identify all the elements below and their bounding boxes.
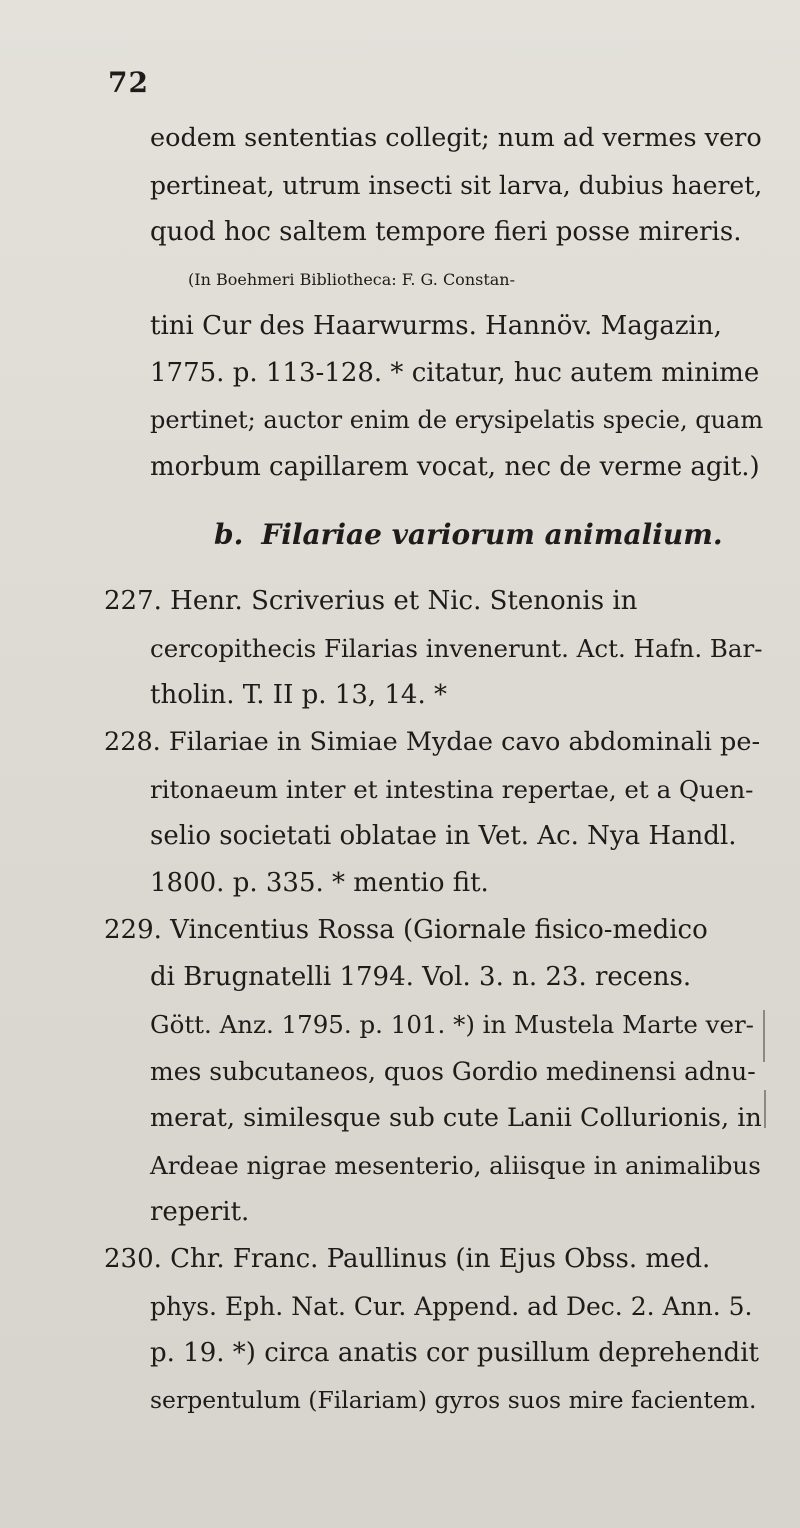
text-line: ritonaeum inter et intestina repertae, et a Quen-	[150, 775, 754, 804]
entry-227	[104, 578, 763, 719]
text-line: reperit.	[150, 1197, 250, 1227]
text-line: merat, similesque sub cute Lanii Collurionis, in	[150, 1103, 762, 1133]
section-heading	[150, 511, 762, 558]
text-line: di Brugnatelli 1794. Vol. 3. n. 23. recens.	[150, 962, 692, 992]
text-line: mes subcutaneos, quos Gordio medinensi adnu-	[150, 1057, 756, 1086]
entry-228	[104, 719, 762, 907]
text-line: serpentulum (Filariam) gyros suos mire facientem.	[150, 1386, 757, 1414]
text-line: cercopithecis Filarias invenerunt. Act. Hafn. Bar-	[150, 634, 763, 663]
section-title: Filariae variorum animalium.	[261, 518, 723, 551]
text-line: pertineat, utrum insecti sit larva, dubius haeret,	[150, 171, 763, 200]
text-line: tholin. T. II p. 13, 14. *	[150, 680, 448, 710]
text-line: eodem sententias collegit; num ad vermes vero	[150, 123, 762, 153]
text-line: phys. Eph. Nat. Cur. Append. ad Dec. 2. Ann. 5.	[150, 1292, 753, 1321]
text-line: selio societati oblatae in Vet. Ac. Nya Handl.	[150, 821, 737, 851]
text-line: p. 19. *) circa anatis cor pusillum deprehendit	[150, 1338, 759, 1368]
text-line: 1775. p. 113-128. * citatur, huc autem minime	[150, 358, 760, 388]
text-line: Gött. Anz. 1795. p. 101. *) in Mustela Marte ver-	[150, 1010, 754, 1039]
margin-mark	[764, 1090, 766, 1128]
section-label: b.	[214, 518, 244, 551]
page-text	[104, 115, 764, 1424]
entry-first-line: 227. Henr. Scriverius et Nic. Stenonis in	[104, 586, 638, 616]
text-line: morbum capillarem vocat, nec de verme agit.)	[150, 452, 760, 482]
text-line: (In Boehmeri Bibliotheca: F. G. Constan-	[188, 270, 516, 289]
entry-230	[104, 1236, 762, 1424]
margin-mark	[763, 1010, 765, 1062]
entry-first-line: 229. Vincentius Rossa (Giornale fisico-medico	[104, 915, 708, 945]
entry-229	[104, 907, 762, 1236]
text-line: Ardeae nigrae mesenterio, aliisque in animalibus	[150, 1151, 761, 1180]
text-line: tini Cur des Haarwurms. Hannöv. Magazin,	[150, 311, 722, 341]
page-number: 72	[108, 66, 149, 99]
entry-first-line: 230. Chr. Franc. Paullinus (in Ejus Obss. med.	[104, 1244, 711, 1274]
intro-paragraph	[150, 115, 762, 491]
entry-first-line: 228. Filariae in Simiae Mydae cavo abdominali pe-	[104, 727, 761, 757]
text-line: quod hoc saltem tempore fieri posse mireris.	[150, 217, 742, 247]
text-line: pertinet; auctor enim de erysipelatis specie, quam	[150, 406, 764, 434]
text-line: 1800. p. 335. * mentio fit.	[150, 868, 489, 898]
